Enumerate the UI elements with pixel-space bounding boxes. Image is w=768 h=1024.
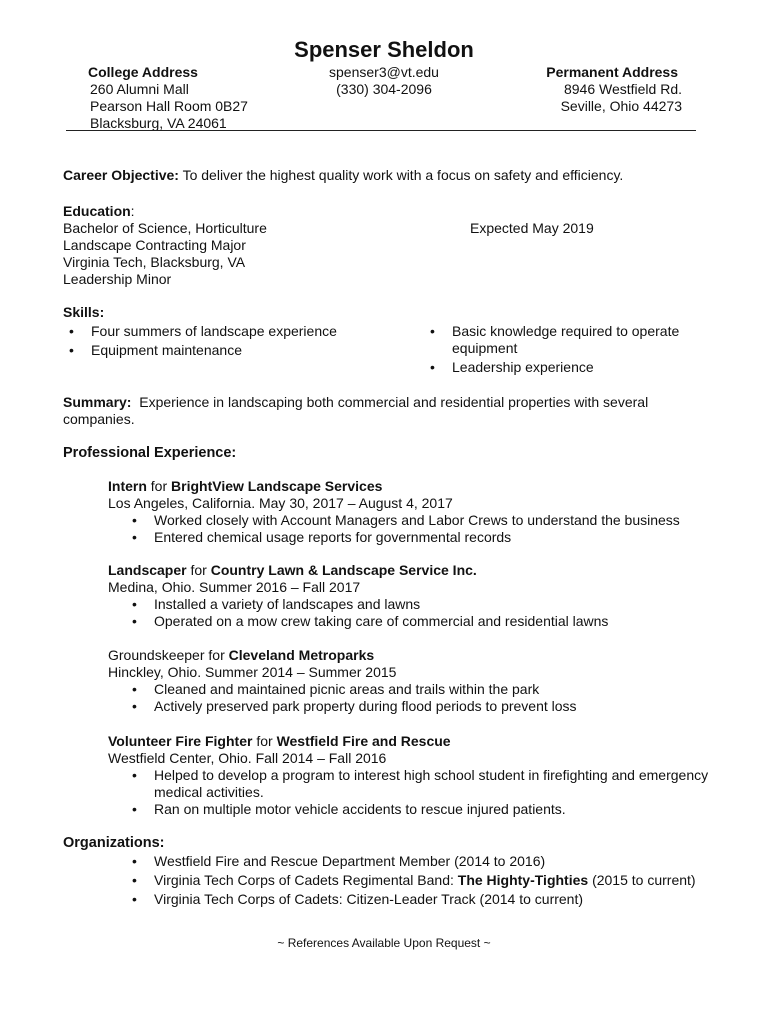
bullet-icon: • xyxy=(132,529,137,545)
job-role: Landscaper xyxy=(108,562,187,578)
organization-text: Westfield Fire and Rescue Department Member (2014 to 2016) xyxy=(154,853,546,869)
list-item xyxy=(132,596,608,613)
job-location-dates: Medina, Ohio. Summer 2016 – Fall 2017 xyxy=(108,579,361,595)
education-major: Landscape Contracting Major xyxy=(63,237,246,253)
education-degree: Bachelor of Science, Horticulture xyxy=(63,220,267,236)
job-bullets xyxy=(132,767,709,818)
skills-list-right xyxy=(430,323,680,376)
bullet-icon: • xyxy=(132,698,137,714)
bullet-text-continued: medical activities. xyxy=(154,784,264,800)
bullet-icon: • xyxy=(430,323,435,339)
education-section xyxy=(63,203,267,288)
job-org: Country Lawn & Landscape Service Inc. xyxy=(210,562,477,578)
college-address-line3: Blacksburg, VA 24061 xyxy=(90,115,227,131)
list-item xyxy=(132,891,696,908)
bullet-text: Installed a variety of landscapes and lawns xyxy=(154,596,421,612)
organizations-heading: Organizations: xyxy=(63,835,165,851)
experience-heading: Professional Experience: xyxy=(63,445,237,461)
job-entry xyxy=(108,733,708,818)
list-item xyxy=(132,767,709,801)
job-org: Cleveland Metroparks xyxy=(228,647,375,663)
bullet-text: Worked closely with Account Managers and Labor Crews to understand the business xyxy=(154,512,680,528)
college-address xyxy=(88,64,248,132)
bullet-text: Entered chemical usage reports for governmental records xyxy=(154,529,512,545)
job-entry xyxy=(108,562,608,630)
contact-info xyxy=(284,64,484,98)
bullet-icon: • xyxy=(69,342,74,358)
job-location-dates: Los Angeles, California. May 30, 2017 – August 4, 2017 xyxy=(108,495,453,511)
skill-text: Leadership experience xyxy=(452,359,594,375)
list-item xyxy=(132,512,680,529)
career-objective-label: Career Objective: xyxy=(63,167,179,183)
list-item xyxy=(69,323,337,340)
education-heading-colon: : xyxy=(130,203,135,219)
bullet-icon: • xyxy=(132,891,137,907)
skill-text-continued: equipment xyxy=(452,340,518,356)
job-role: Intern xyxy=(108,478,147,494)
list-item xyxy=(132,801,708,818)
skill-text: Basic knowledge required to operate xyxy=(452,323,680,339)
bullet-icon: • xyxy=(132,767,137,783)
career-objective-text: To deliver the highest quality work with a focus on safety and efficiency. xyxy=(178,167,624,183)
bullet-text: Ran on multiple motor vehicle accidents to rescue injured patients. xyxy=(154,801,566,817)
list-item xyxy=(430,323,680,357)
list-item xyxy=(430,359,679,376)
job-entry xyxy=(108,478,680,546)
list-item xyxy=(132,698,577,715)
education-expected: Expected May 2019 xyxy=(470,220,594,236)
education-minor: Leadership Minor xyxy=(63,271,172,287)
job-for: for xyxy=(146,478,172,494)
job-for: for xyxy=(204,647,229,663)
education-school: Virginia Tech, Blacksburg, VA xyxy=(63,254,246,270)
organization-dates: (2015 to current) xyxy=(588,872,696,888)
list-item xyxy=(132,853,696,870)
skills-list-left xyxy=(69,323,337,359)
job-location-dates: Westfield Center, Ohio. Fall 2014 – Fall 2016 xyxy=(108,750,387,766)
skill-text: Four summers of landscape experience xyxy=(91,323,337,339)
job-bullets xyxy=(132,512,680,546)
list-item xyxy=(132,872,696,889)
email[interactable]: spenser3@vt.edu xyxy=(329,64,439,80)
job-role: Volunteer Fire Fighter xyxy=(108,733,253,749)
organization-text: Virginia Tech Corps of Cadets: Citizen-Leader Track (2014 to current) xyxy=(154,891,584,907)
bullet-icon: • xyxy=(69,323,74,339)
job-org: BrightView Landscape Services xyxy=(171,478,383,494)
list-item xyxy=(132,681,577,698)
college-address-line2: Pearson Hall Room 0B27 xyxy=(90,98,248,114)
bullet-icon: • xyxy=(132,681,137,697)
job-org: Westfield Fire and Rescue xyxy=(276,733,451,749)
bullet-text: Actively preserved park property during flood periods to prevent loss xyxy=(154,698,577,714)
job-for: for xyxy=(186,562,211,578)
job-for: for xyxy=(252,733,277,749)
permanent-address-line2: Seville, Ohio 44273 xyxy=(560,98,682,114)
bullet-icon: • xyxy=(430,359,435,375)
header-divider xyxy=(66,130,696,131)
college-address-heading: College Address xyxy=(88,64,198,80)
references-note: ~ References Available Upon Request ~ xyxy=(277,936,491,950)
organization-band-name: The Highty-Tighties xyxy=(457,872,589,888)
bullet-icon: • xyxy=(132,801,137,817)
bullet-text: Cleaned and maintained picnic areas and trails within the park xyxy=(154,681,540,697)
skills-heading: Skills: xyxy=(63,304,105,320)
summary-section xyxy=(63,394,648,428)
list-item xyxy=(69,342,337,359)
summary-text: Experience in landscaping both commercial and residential properties with several xyxy=(131,394,649,410)
resume-name: Spenser Sheldon xyxy=(294,37,474,62)
bullet-text: Operated on a mow crew taking care of commercial and residential lawns xyxy=(154,613,609,629)
job-entry xyxy=(108,647,577,715)
permanent-address-line1: 8946 Westfield Rd. xyxy=(563,81,682,97)
list-item xyxy=(132,529,680,546)
bullet-icon: • xyxy=(132,512,137,528)
summary-text-continued: companies. xyxy=(63,411,135,427)
bullet-icon: • xyxy=(132,853,137,869)
job-bullets xyxy=(132,681,577,715)
job-location-dates: Hinckley, Ohio. Summer 2014 – Summer 2015 xyxy=(108,664,397,680)
skill-text: Equipment maintenance xyxy=(91,342,242,358)
education-heading: Education xyxy=(63,203,131,219)
permanent-address xyxy=(482,64,682,115)
organizations-list xyxy=(132,853,696,908)
phone: (330) 304-2096 xyxy=(336,81,432,97)
permanent-address-heading: Permanent Address xyxy=(546,64,678,80)
bullet-text: Helped to develop a program to interest high school student in firefighting and emergency xyxy=(154,767,709,783)
career-objective xyxy=(63,167,623,184)
bullet-icon: • xyxy=(132,596,137,612)
bullet-icon: • xyxy=(132,872,137,888)
bullet-icon: • xyxy=(132,613,137,629)
college-address-line1: 260 Alumni Mall xyxy=(90,81,189,97)
job-bullets xyxy=(132,596,609,630)
summary-label: Summary: xyxy=(63,394,132,410)
list-item xyxy=(132,613,609,630)
organization-text: Virginia Tech Corps of Cadets Regimental Band: xyxy=(154,872,458,888)
job-role: Groundskeeper xyxy=(108,647,205,663)
